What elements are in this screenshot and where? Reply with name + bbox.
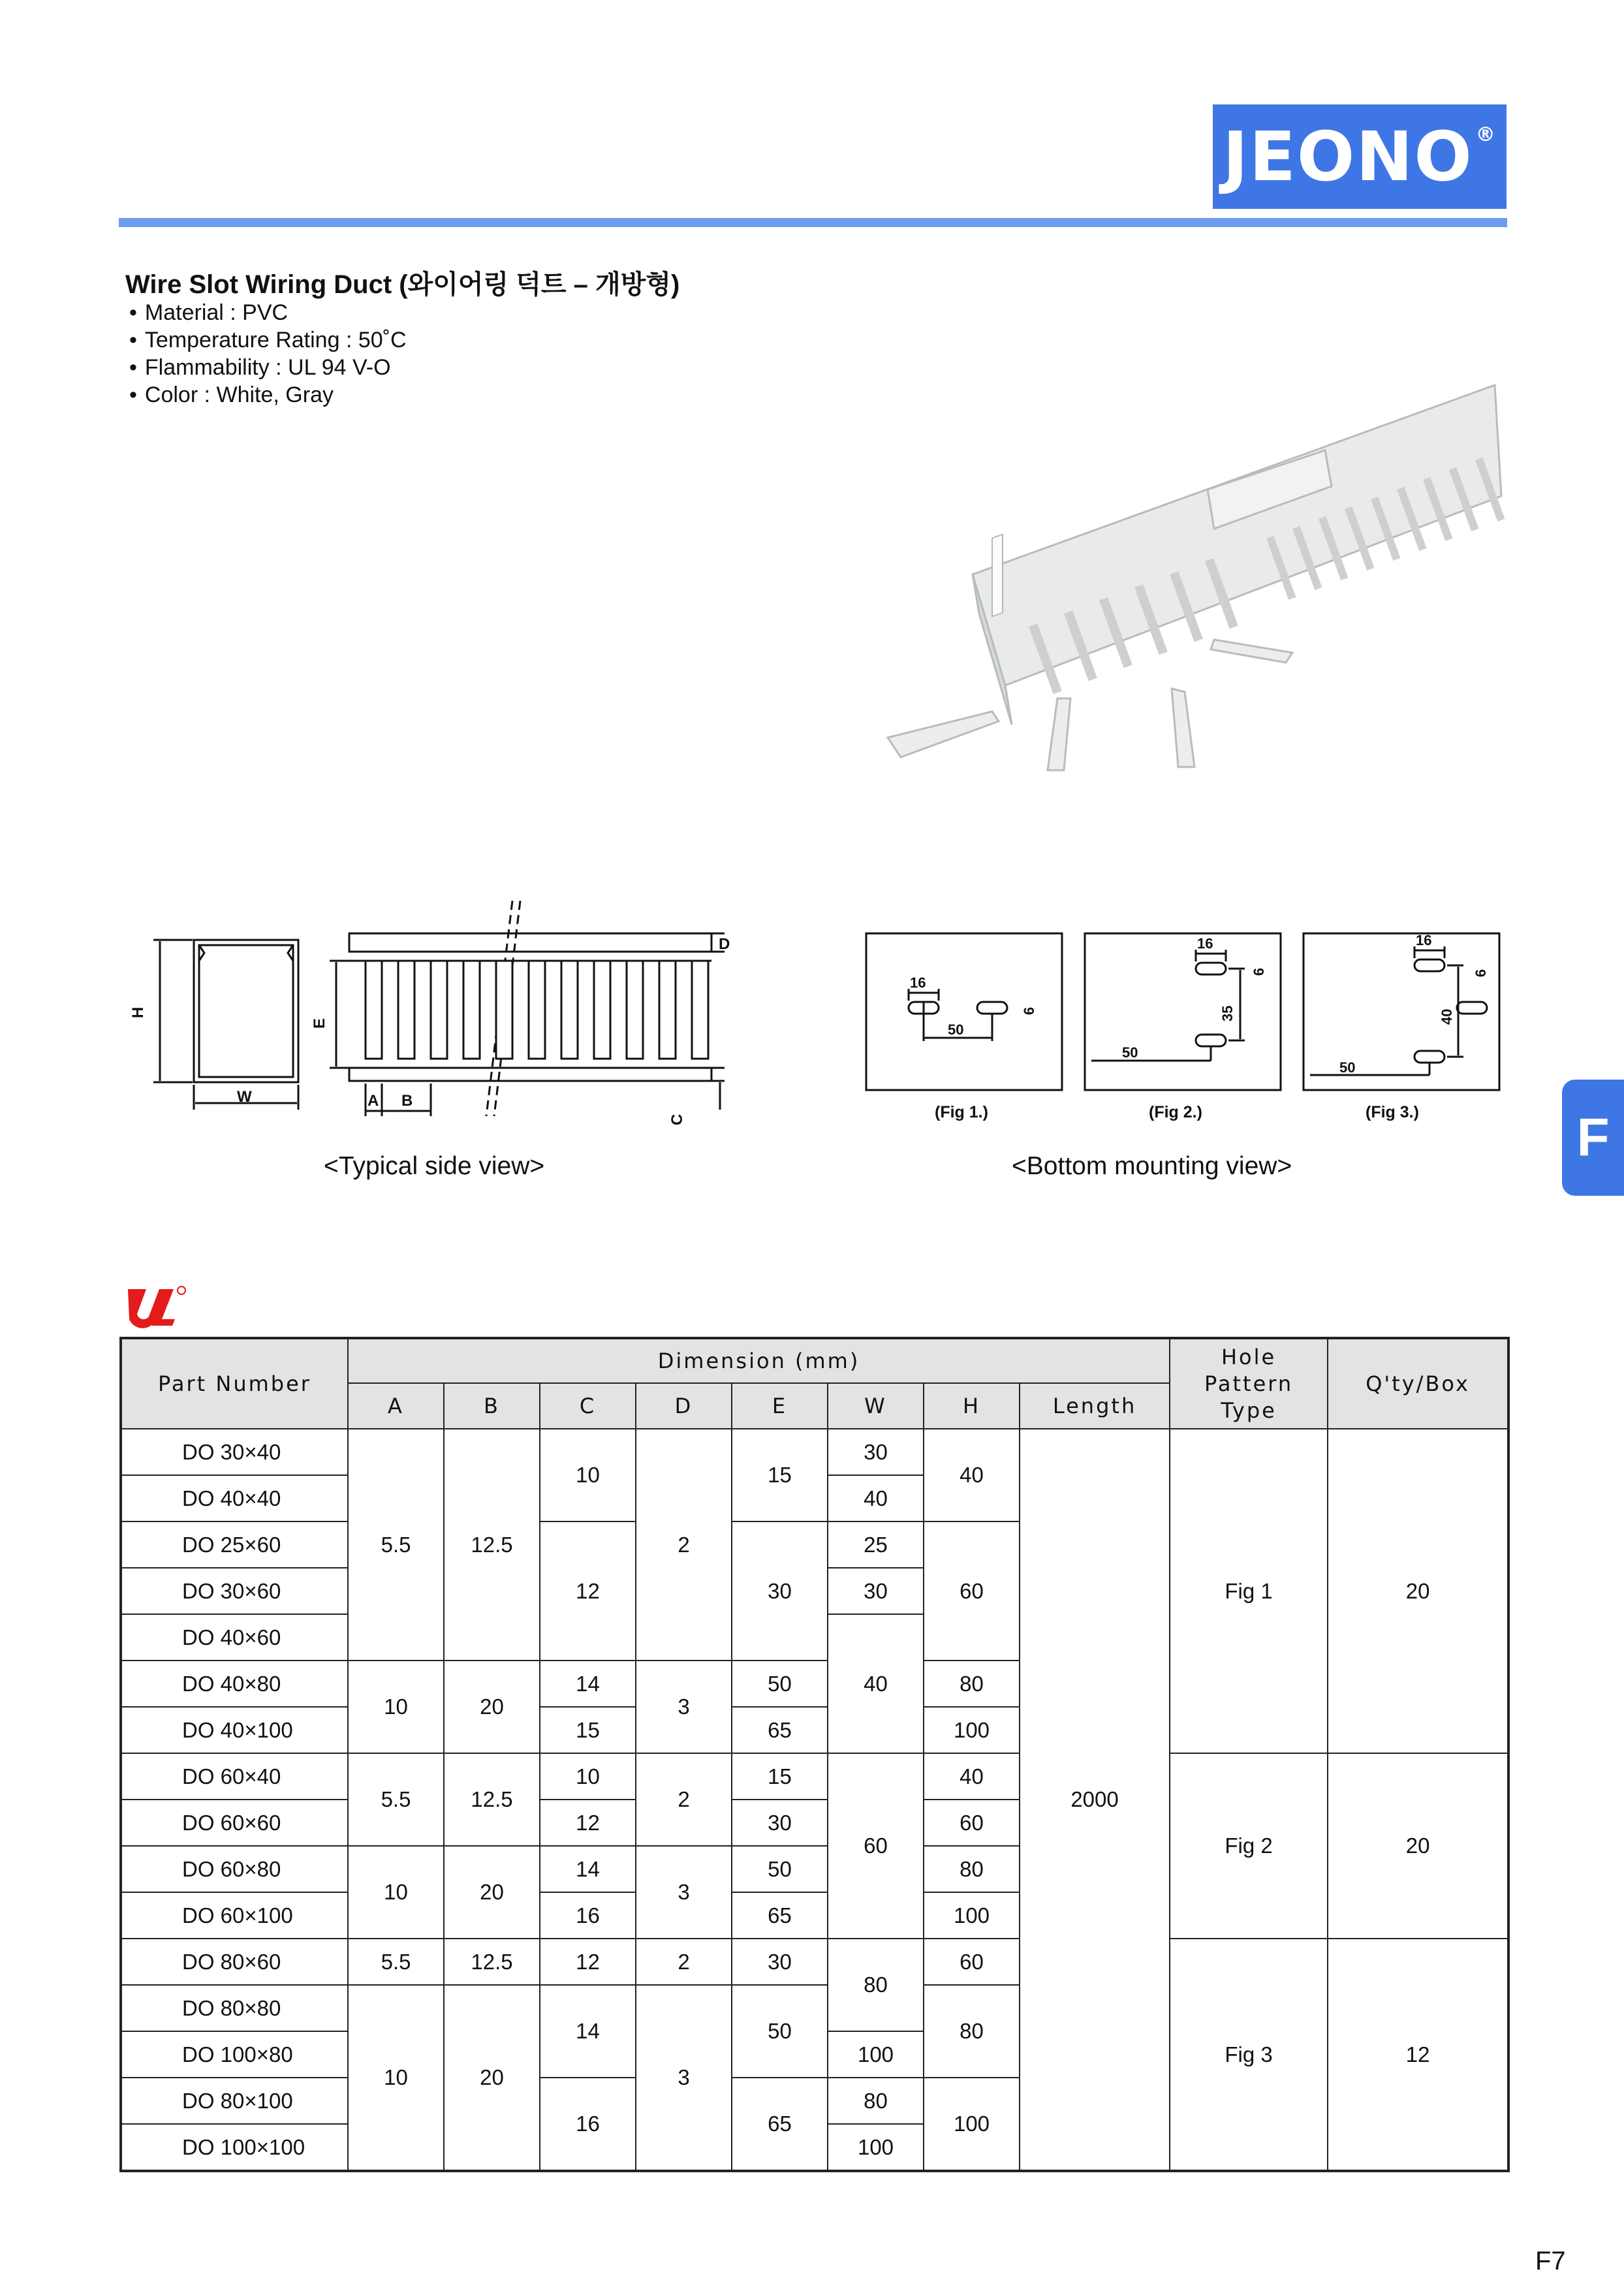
cell-b: 20 [444, 1985, 540, 2171]
cell-c: 16 [540, 1892, 636, 1939]
cell-hole-pattern: Fig 3 [1170, 1939, 1328, 2171]
dim-label-a: A [367, 1092, 379, 1110]
cell-a: 10 [348, 1661, 444, 1753]
table-row [121, 1939, 1508, 1985]
cell-a: 5.5 [348, 1753, 444, 1846]
cell-w: 30 [828, 1429, 924, 1475]
cell-d: 2 [636, 1939, 732, 1985]
cell-d: 2 [636, 1429, 732, 1661]
part-number-cell: DO 30×40 [121, 1429, 348, 1475]
cell-qty: 20 [1328, 1429, 1508, 1753]
dim-label-e: E [311, 1018, 328, 1029]
dim-label-h: H [129, 1006, 147, 1018]
side-view-caption: <Typical side view> [324, 1152, 545, 1180]
spec-list [129, 299, 407, 409]
dim-label-c: C [668, 1114, 686, 1125]
header-col-length: Length [1020, 1383, 1170, 1429]
part-number-cell: DO 80×80 [121, 1985, 348, 2031]
brand-name: JEONO [1223, 117, 1473, 196]
cell-c: 12 [540, 1521, 636, 1661]
cell-b: 12.5 [444, 1939, 540, 1985]
header-part-number: Part Number [121, 1338, 348, 1429]
fig2-dim-16: 16 [1197, 935, 1213, 952]
cell-c: 12 [540, 1800, 636, 1846]
dimension-table [119, 1337, 1510, 2172]
part-number-cell: DO 80×100 [121, 2078, 348, 2124]
header-col-c: C [540, 1383, 636, 1429]
dim-label-b: B [401, 1092, 413, 1110]
part-number-cell: DO 100×100 [121, 2124, 348, 2171]
ul-recognized-icon [124, 1284, 189, 1330]
cell-e: 50 [732, 1985, 828, 2078]
cell-e: 65 [732, 2078, 828, 2171]
cell-w: 80 [828, 1939, 924, 2031]
cell-w: 25 [828, 1521, 924, 1568]
table-row [121, 1753, 1508, 1800]
cell-b: 12.5 [444, 1429, 540, 1661]
side-view-drawing [129, 901, 734, 1129]
header-dimension: Dimension (mm) [348, 1338, 1170, 1383]
cell-h: 100 [924, 1707, 1020, 1753]
cell-a: 5.5 [348, 1429, 444, 1661]
part-number-cell: DO 40×60 [121, 1614, 348, 1661]
cell-a: 5.5 [348, 1939, 444, 1985]
product-title: Wire Slot Wiring Duct (와이어링 덕트 – 개방형) [125, 270, 680, 299]
header-col-d: D [636, 1383, 732, 1429]
cell-c: 10 [540, 1429, 636, 1521]
cell-w: 100 [828, 2124, 924, 2171]
header-qty-box: Q'ty/Box [1328, 1338, 1508, 1429]
fig2-label: (Fig 2.) [1149, 1103, 1202, 1121]
fig1-dim-16: 16 [910, 975, 926, 991]
cell-h: 100 [924, 2078, 1020, 2171]
dim-label-w: W [237, 1088, 252, 1106]
fig3-dim-16: 16 [1416, 932, 1432, 948]
part-number-cell: DO 60×80 [121, 1846, 348, 1892]
cell-w: 100 [828, 2031, 924, 2078]
cell-h: 80 [924, 1846, 1020, 1892]
cell-d: 3 [636, 1846, 732, 1939]
cell-c: 12 [540, 1939, 636, 1985]
cell-d: 2 [636, 1753, 732, 1846]
cell-length: 2000 [1020, 1429, 1170, 2171]
cell-h: 40 [924, 1429, 1020, 1521]
cell-h: 80 [924, 1985, 1020, 2078]
cell-c: 14 [540, 1846, 636, 1892]
cell-w: 30 [828, 1568, 924, 1614]
fig3-label: (Fig 3.) [1366, 1103, 1419, 1121]
fig3-dim-40: 40 [1439, 1008, 1455, 1025]
cell-c: 15 [540, 1707, 636, 1753]
header-col-h: H [924, 1383, 1020, 1429]
cell-e: 50 [732, 1661, 828, 1707]
cell-c: 10 [540, 1753, 636, 1800]
cell-c: 16 [540, 2078, 636, 2171]
part-number-cell: DO 60×40 [121, 1753, 348, 1800]
page-number: F7 [1535, 2247, 1566, 2275]
part-number-cell: DO 25×60 [121, 1521, 348, 1568]
cell-w: 40 [828, 1475, 924, 1521]
product-photo [875, 385, 1501, 790]
header-col-b: B [444, 1383, 540, 1429]
dim-label-d: D [719, 935, 730, 953]
cell-hole-pattern: Fig 1 [1170, 1429, 1328, 1753]
fig3-dim-6: 6 [1473, 969, 1489, 977]
spec-item: • Flammability : UL 94 V-O [129, 354, 407, 381]
cell-h: 80 [924, 1661, 1020, 1707]
part-number-cell: DO 40×80 [121, 1661, 348, 1707]
part-number-cell: DO 80×60 [121, 1939, 348, 1985]
cell-h: 40 [924, 1753, 1020, 1800]
part-number-cell: DO 40×40 [121, 1475, 348, 1521]
spec-item: • Color : White, Gray [129, 381, 407, 409]
bottom-view-caption: <Bottom mounting view> [1012, 1152, 1292, 1180]
cell-h: 100 [924, 1892, 1020, 1939]
table-row [121, 1429, 1508, 1475]
fig2-dim-35: 35 [1219, 1005, 1236, 1022]
cell-b: 12.5 [444, 1753, 540, 1846]
cell-w: 40 [828, 1614, 924, 1753]
cell-e: 30 [732, 1939, 828, 1985]
cell-e: 50 [732, 1846, 828, 1892]
header-hole-line: Pattern [1204, 1371, 1294, 1396]
spec-item: • Temperature Rating : 50˚C [129, 326, 407, 354]
cell-h: 60 [924, 1800, 1020, 1846]
cell-b: 20 [444, 1661, 540, 1753]
cell-qty: 12 [1328, 1939, 1508, 2171]
cell-e: 15 [732, 1429, 828, 1521]
cell-e: 65 [732, 1892, 828, 1939]
cell-a: 10 [348, 1985, 444, 2171]
part-number-cell: DO 100×80 [121, 2031, 348, 2078]
fig3-dim-50: 50 [1339, 1059, 1356, 1076]
cell-w: 60 [828, 1753, 924, 1939]
brand-logo [1213, 104, 1507, 209]
fig1-dim-50: 50 [948, 1022, 964, 1038]
header-col-e: E [732, 1383, 828, 1429]
fig2-dim-6: 6 [1251, 967, 1267, 976]
spec-item: • Material : PVC [129, 299, 407, 326]
header-hole-line: Type [1221, 1397, 1277, 1423]
cell-hole-pattern: Fig 2 [1170, 1753, 1328, 1939]
cell-e: 15 [732, 1753, 828, 1800]
fig2-dim-50: 50 [1122, 1044, 1138, 1061]
cell-e: 65 [732, 1707, 828, 1753]
section-tab: F [1562, 1080, 1624, 1196]
cell-h: 60 [924, 1939, 1020, 1985]
cell-w: 80 [828, 2078, 924, 2124]
cell-b: 20 [444, 1846, 540, 1939]
cell-e: 30 [732, 1800, 828, 1846]
cell-e: 30 [732, 1521, 828, 1661]
cell-c: 14 [540, 1661, 636, 1707]
header-col-a: A [348, 1383, 444, 1429]
registered-mark: ® [1475, 123, 1497, 146]
part-number-cell: DO 60×100 [121, 1892, 348, 1939]
cell-qty: 20 [1328, 1753, 1508, 1939]
part-number-cell: DO 40×100 [121, 1707, 348, 1753]
cell-d: 3 [636, 1985, 732, 2171]
cell-h: 60 [924, 1521, 1020, 1661]
cell-d: 3 [636, 1661, 732, 1753]
cell-a: 10 [348, 1846, 444, 1939]
part-number-cell: DO 60×60 [121, 1800, 348, 1846]
part-number-cell: DO 30×60 [121, 1568, 348, 1614]
header-hole-pattern [1170, 1338, 1328, 1429]
fig1-label: (Fig 1.) [935, 1103, 988, 1121]
cell-c: 14 [540, 1985, 636, 2078]
header-divider [119, 218, 1507, 227]
fig1-dim-6: 6 [1021, 1006, 1037, 1015]
header-hole-line: Hole [1221, 1344, 1277, 1369]
bottom-mounting-drawing [863, 930, 1516, 1093]
header-col-w: W [828, 1383, 924, 1429]
